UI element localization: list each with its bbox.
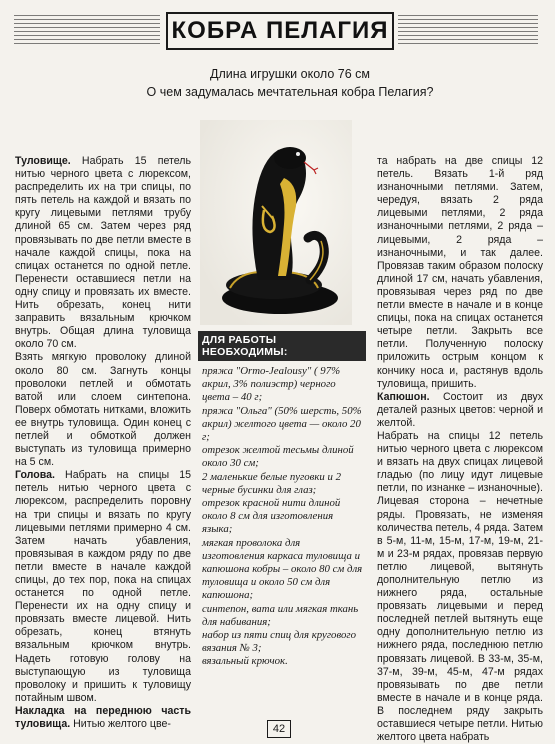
material-item: отрезок красной нити длиной около 8 см для изготовления языка;	[202, 497, 341, 536]
overlay-continued-paragraph: та набрать на две спицы 12 петель. Вязать 1-й ряд изнаночными петлями. Затем, чередуя, вязать 2 ряда лицевыми петлями, 2 ряда изнаночными петлями, 2 ряда – лицевыми, 2 ряда – изнаночными, и так далее. Провязав таким образом полоску длиной 17 см, начать убавления, провязывая через ряд по две петли вместе в начале и в конце спицы, пока на спицах останется четыре петли. Закрыть все петли. Полученную полоску приложить острым концом к кончику носа и, растянув вдоль туловища, пришить.	[377, 155, 543, 390]
header-hatch-left	[14, 14, 160, 44]
subtitle-question: О чем задумалась мечтательная кобра Пелагия?	[146, 85, 434, 99]
torso-text: Набрать 15 петель нитью черного цвета с люрексом, распределить их на три спицы, по пять петель на каждой и вязать по кругу лицевыми петлями трубу длиной 65 см. Затем через ряд провязывать по две петли вместе в начале каждой спицы, пока на спицах останется по одной петле. Перенести оставшиеся петли на одну спицу и провязать их вместе. Нить обрезать, конец нити заправить вязальным крючком внутрь. Общая длина туловища около 70 см.	[15, 155, 191, 351]
hood-text: Состоит из двух деталей разных цветов: черной и желтой.	[377, 390, 543, 429]
material-item: синтепон, вата или мягкая ткань для набивания;	[202, 602, 359, 628]
torso-paragraph	[15, 155, 191, 351]
overlay-text: Нитью желтого цве-	[70, 718, 171, 731]
cobra-photo	[200, 120, 352, 325]
head-heading: Голова.	[15, 469, 55, 482]
overlay-heading: Накладка на переднюю часть туловища.	[15, 704, 191, 731]
torso-heading: Туловище.	[15, 155, 71, 167]
materials-list	[198, 361, 366, 669]
overlay-paragraph	[15, 705, 191, 731]
material-item: мягкая проволока для изготовления каркаса туловища и капюшона кобры – около 80 см для туловища и около 50 см для капюшона;	[202, 536, 363, 602]
material-item: отрезок желтой тесьмы длиной около 30 см;	[202, 444, 354, 470]
page-title: КОБРА ПЕЛАГИЯ	[171, 17, 389, 44]
wire-paragraph: Взять мягкую проволоку длиной около 80 см. Загнуть концы проволоки петлей и обмотать ватой или слоем синтепона. Поверх обмотать нитками, вложить ее внутрь туловища. Один конец с петлей и обмоткой должен выступать из туловища примерно на 5 см.	[15, 351, 191, 469]
materials-box	[198, 331, 366, 712]
material-item: пряжа "Ormo-Jealousy" ( 97% акрил, 3% полиэстр) черного цвета – 40 г;	[202, 365, 341, 404]
hood-paragraph	[377, 391, 543, 430]
material-item: набор из пяти спиц для кругового вязания № 3;	[202, 629, 356, 655]
head-text: Набрать на спицы 15 петель нитью черного цвета с люрексом, распределить поровну на три спицы и вязать по кругу лицевыми петлями примерно 4 см. Затем начать убавления, провязывая в каждом ряду по две петли вместе в начале каждой спицы, до тех пор, пока на спицах останется по одной петле. Перенести их на одну спицу и провязать вместе лицевой. Нить обрезать, конец втянуть вязальным крючком внутрь. Надеть готовую голову на выступающую из туловища проволоку и пришить к туловищу потайным швом.	[15, 469, 191, 704]
head-paragraph	[15, 469, 191, 705]
cobra-illustration	[200, 120, 352, 325]
material-item: пряжа "Ольга" (50% шерсть, 50% акрил) желтого цвета — около 20 г;	[202, 404, 362, 444]
left-column	[15, 155, 191, 731]
page-number: 42	[267, 720, 291, 738]
title-box	[166, 12, 394, 50]
subtitle-length: Длина игрушки около 76 см	[210, 67, 370, 81]
materials-heading: ДЛЯ РАБОТЫ НЕОБХОДИМЫ:	[198, 331, 366, 361]
hood-heading: Капюшон.	[377, 390, 430, 403]
material-item: 2 маленькие белые пуговки и 2 черные бусинки для глаз;	[202, 470, 341, 496]
hood-instructions-paragraph: Набрать на спицы 12 петель нитью черного цвета с люрексом и вязать на двух спицах лицевой гладью (по лицу идут лицевые петли, по изнанке – изнаночные). Лицевая сторона – нечетные ряды. Провязать, не изменяя количества петель, 4 ряда. Затем в 5-м, 11-м, 15-м, 17-м, 19-м, 21-м и 23-м рядах, провязав первую петлю лицевой, вытянуть дополнительную петлю из нижнего ряда, остальные провязать лицевыми и перед последней петлей вытянуть еще одну дополнительную петлю из нижнего ряда, последнюю петлю провязать лицевой. В 33-м, 35-м, 37-м, 39-м, 45-м, 47-м рядах провязывать по две петли вместе в начале и в конце ряда. В последнем ряду закрыть оставшиеся четыре петли. Нитью желтого цвета набрать	[377, 429, 543, 744]
right-column	[377, 155, 543, 744]
header-hatch-right	[398, 14, 538, 44]
material-item: вязальный крючок.	[202, 655, 288, 668]
header-banner	[0, 8, 555, 52]
